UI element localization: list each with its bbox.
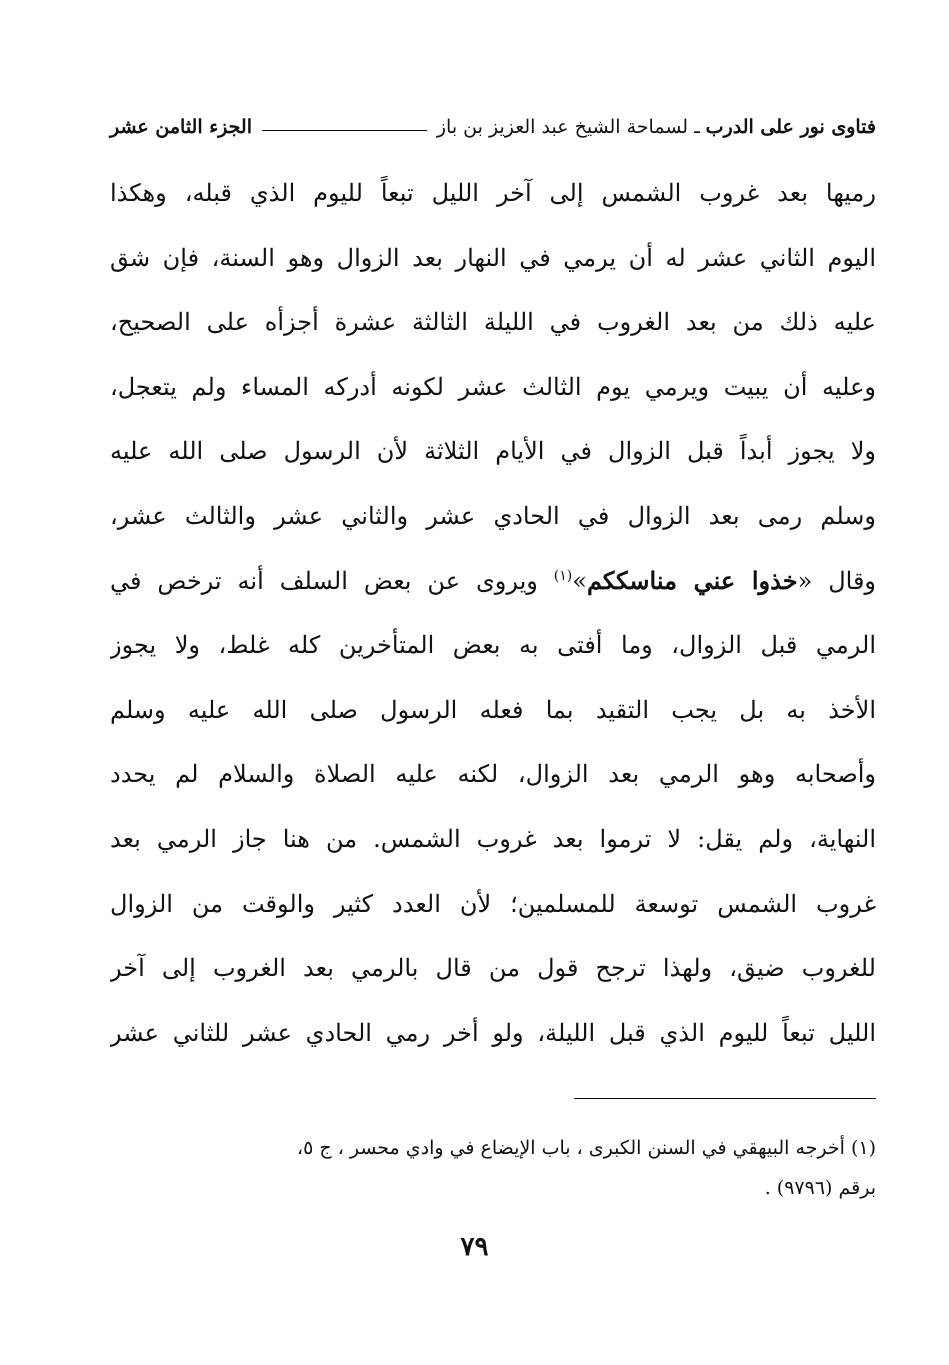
text-line: الرمي قبل الزوال، وما أفتى به بعض المتأخرين كله غلط، ولا يجوز: [110, 631, 876, 660]
text-line: النهاية، ولم يقل: لا ترموا بعد غروب الشمس. من هنا جاز الرمي بعد: [110, 824, 876, 853]
text-line: اليوم الثاني عشر له أن يرمي في النهار بعد الزوال وهو السنة، فإن شق: [110, 243, 876, 272]
text-line: عليه ذلك من بعد الغروب في الليلة الثالثة عشرة أجزأه على الصحيح،: [110, 308, 876, 337]
hadith-quote: خذوا عني مناسككم: [586, 565, 798, 595]
footnote: [104, 1130, 876, 1210]
text-line: الأخذ به بل يجب التقيد بما فعله الرسول صلى الله عليه وسلم: [110, 695, 876, 724]
text-line: للغروب ضيق، ولهذا ترجح قول من قال بالرمي بعد الغروب إلى آخر: [110, 954, 876, 983]
line-lead: وقال «: [797, 566, 876, 595]
book-title: فتاوى نور على الدرب: [705, 116, 876, 138]
text-line: وأصحابه وهو الرمي بعد الزوال، لكنه عليه الصلاة والسلام لم يحدد: [110, 760, 876, 789]
footnote-reference[interactable]: (١): [553, 567, 573, 584]
text-line: رميها بعد غروب الشمس إلى آخر الليل تبعاً لليوم الذي قبله، وهكذا: [110, 179, 876, 207]
header-rule: [262, 130, 427, 131]
footnote-line: (١) أخرجه البيهقي في السنن الكبرى ، باب الإيضاع في وادي محسر ، ج ٥،: [296, 1137, 876, 1159]
text-line: وعليه أن يبيت ويرمي يوم الثالث عشر لكونه أدركه المساء ولم يتعجل،: [110, 372, 876, 401]
quote-close: »: [572, 566, 587, 595]
line-tail: ويروى عن بعض السلف أنه ترخص في: [110, 566, 554, 595]
footnote-line: برقم (٩٧٩٦) .: [764, 1177, 876, 1199]
body-text: [110, 164, 876, 1068]
text-line: غروب الشمس توسعة للمسلمين؛ لأن العدد كثير والوقت من الزوال: [110, 889, 876, 918]
text-line: الليل تبعاً لليوم الذي قبل الليلة، ولو أخر رمي الحادي عشر للثاني عشر: [110, 1018, 876, 1047]
running-header: [110, 112, 876, 142]
footnote-separator: [574, 1098, 876, 1099]
part-title: الجزء الثامن عشر: [110, 116, 252, 138]
author-name: لسماحة الشيخ عبد العزيز بن باز: [436, 116, 689, 138]
text-line: ولا يجوز أبداً قبل الزوال في الأيام الثلاثة لأن الرسول صلى الله عليه: [110, 437, 876, 466]
header-dash: ـ: [694, 116, 700, 138]
text-line-with-quote: [110, 552, 876, 617]
page-number: ٧٩: [460, 1232, 489, 1262]
text-line: وسلم رمى بعد الزوال في الحادي عشر والثاني عشر والثالث عشر،: [110, 501, 876, 530]
